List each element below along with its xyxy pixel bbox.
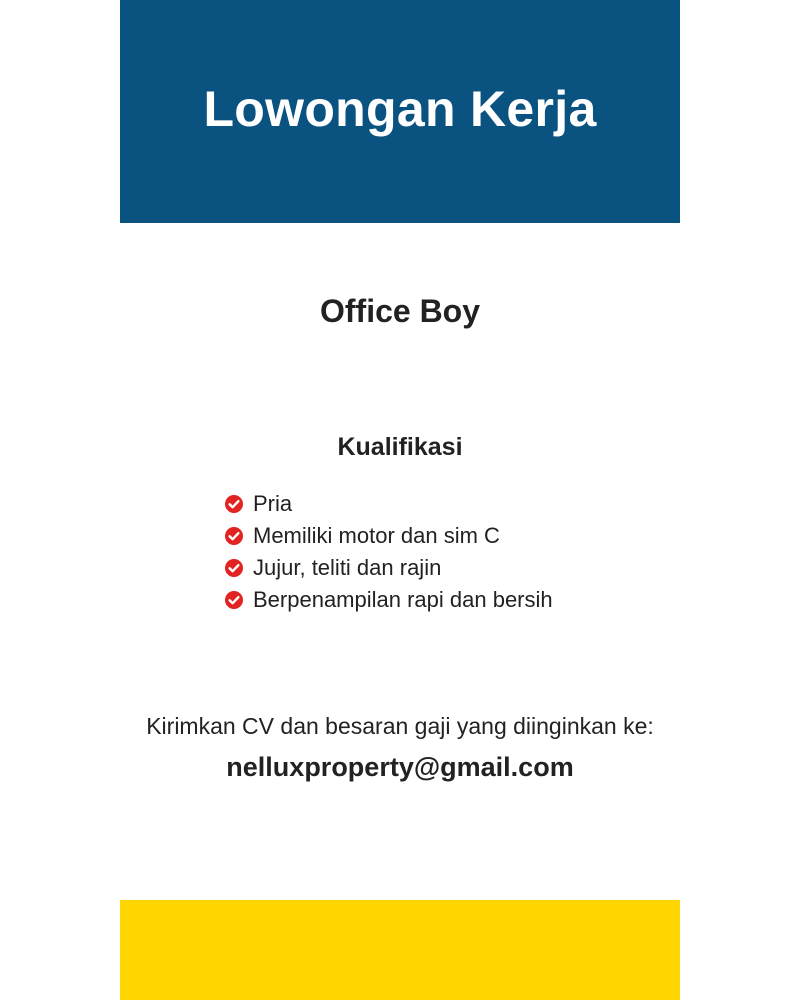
job-title: Office Boy (319, 293, 481, 329)
footer-banner (120, 900, 680, 1000)
check-circle-icon (225, 559, 243, 577)
qualification-item (225, 488, 553, 520)
qualification-item (225, 520, 553, 552)
qualification-item (225, 552, 553, 584)
qualification-item (225, 584, 553, 616)
send-cv-instruction: Kirimkan CV dan besaran gaji yang diinginkan ke: (146, 713, 654, 739)
qualifications-list (225, 488, 553, 616)
qualification-label: Pria (253, 491, 293, 516)
qualification-label: Jujur, teliti dan rajin (253, 555, 442, 580)
check-circle-icon (225, 591, 243, 609)
check-circle-icon (225, 527, 243, 545)
qualification-label: Berpenampilan rapi dan bersih (253, 587, 553, 612)
qualifications-heading: Kualifikasi (337, 433, 463, 461)
header-banner (120, 0, 680, 223)
page-title: Lowongan Kerja (203, 80, 597, 137)
qualification-label: Memiliki motor dan sim C (253, 523, 500, 548)
check-circle-icon (225, 495, 243, 513)
contact-email[interactable]: nelluxproperty@gmail.com (226, 752, 574, 782)
